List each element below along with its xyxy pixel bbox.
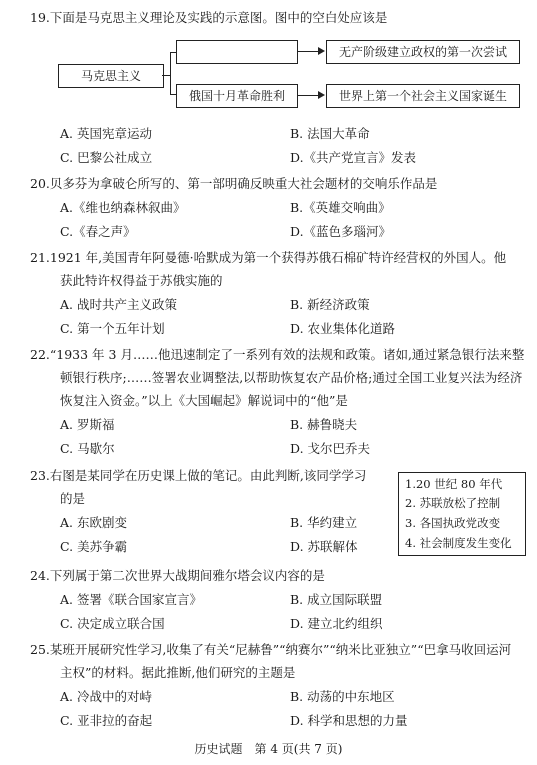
q19-connector bbox=[170, 52, 171, 94]
q23-note-1: 1.20 世纪 80 年代 bbox=[405, 477, 503, 491]
q19-box-socialist-state: 世界上第一个社会主义国家诞生 bbox=[326, 84, 520, 108]
q24-option-c: C. 决定成立联合国 bbox=[60, 616, 165, 631]
q19-stem: 19.下面是马克思主义理论及实践的示意图。图中的空白处应该是 bbox=[30, 10, 388, 25]
q23-stem-line-2: 的是 bbox=[60, 491, 86, 506]
q19-arrow-line-bottom bbox=[297, 95, 319, 96]
q24-option-d: D. 建立北约组织 bbox=[290, 616, 383, 631]
q23-note-4: 4. 社会制度发生变化 bbox=[405, 536, 512, 550]
q23-option-c: C. 美苏争霸 bbox=[60, 539, 128, 554]
q19-arrow-line-top bbox=[297, 51, 319, 52]
q19-option-c: C. 巴黎公社成立 bbox=[60, 150, 153, 165]
q22-option-c: C. 马歇尔 bbox=[60, 441, 115, 456]
q22-stem-line-1: 22.“1933 年 3 月……他迅速制定了一系列有效的法规和政策。诸如,通过紧急银行法来整 bbox=[30, 347, 525, 362]
q23-option-a: A. 东欧剧变 bbox=[60, 515, 127, 530]
q20-option-a: A.《维也纳森林叙曲》 bbox=[60, 200, 186, 215]
q19-option-d: D.《共产党宣言》发表 bbox=[290, 150, 417, 165]
q19-arrow-bottom bbox=[318, 91, 325, 99]
q21-option-b: B. 新经济政策 bbox=[290, 297, 370, 312]
q19-option-b: B. 法国大革命 bbox=[290, 126, 370, 141]
q23-note-2: 2. 苏联放松了控制 bbox=[405, 496, 501, 510]
q21-option-c: C. 第一个五年计划 bbox=[60, 321, 165, 336]
q19-option-a: A. 英国宪章运动 bbox=[60, 126, 152, 141]
q22-option-a: A. 罗斯福 bbox=[60, 417, 115, 432]
q23-notes-box bbox=[398, 472, 526, 556]
q21-stem-line-1: 21.1921 年,美国青年阿曼德·哈默成为第一个获得苏俄石棉矿特许经营权的外国人。他 bbox=[30, 250, 507, 265]
q22-stem-line-3: 恢复注入资金。”以上《大国崛起》解说词中的“他”是 bbox=[60, 393, 348, 408]
q24-option-a: A. 签署《联合国家宣言》 bbox=[60, 592, 202, 607]
q24-stem: 24.下列属于第二次世界大战期间雅尔塔会议内容的是 bbox=[30, 568, 325, 583]
q25-option-c: C. 亚非拉的奋起 bbox=[60, 713, 153, 728]
q19-connector-stub bbox=[162, 75, 170, 76]
q19-box-marxism: 马克思主义 bbox=[58, 64, 164, 88]
q23-option-b: B. 华约建立 bbox=[290, 515, 358, 530]
q22-option-d: D. 戈尔巴乔夫 bbox=[290, 441, 371, 456]
q19-box-blank bbox=[176, 40, 298, 64]
page-footer: 历史试题 第 4 页(共 7 页) bbox=[194, 742, 343, 756]
q22-option-b: B. 赫鲁晓夫 bbox=[290, 417, 358, 432]
q23-note-3: 3. 各国执政党改变 bbox=[405, 516, 501, 530]
q20-option-b: B.《英雄交响曲》 bbox=[290, 200, 391, 215]
q20-option-c: C.《春之声》 bbox=[60, 224, 136, 239]
q23-option-d: D. 苏联解体 bbox=[290, 539, 358, 554]
q19-box-commune-result: 无产阶级建立政权的第一次尝试 bbox=[326, 40, 520, 64]
q19-box-october: 俄国十月革命胜利 bbox=[176, 84, 298, 108]
q21-option-a: A. 战时共产主义政策 bbox=[60, 297, 177, 312]
q25-option-d: D. 科学和思想的力量 bbox=[290, 713, 408, 728]
q21-stem-line-2: 获此特许权得益于苏俄实施的 bbox=[60, 273, 223, 288]
q22-stem-line-2: 顿银行秩序;……签署农业调整法,以帮助恢复农产品价格;通过全国工业复兴法为经济 bbox=[60, 370, 523, 385]
q25-option-a: A. 冷战中的对峙 bbox=[60, 689, 152, 704]
q23-stem-line-1: 23.右图是某同学在历史课上做的笔记。由此判断,该同学学习 bbox=[30, 468, 367, 483]
q19-arrow-top bbox=[318, 47, 325, 55]
q20-stem: 20.贝多芬为拿破仑所写的、第一部明确反映重大社会题材的交响乐作品是 bbox=[30, 176, 438, 191]
q25-option-b: B. 动荡的中东地区 bbox=[290, 689, 395, 704]
q25-stem-line-1: 25.某班开展研究性学习,收集了有关“尼赫鲁”“纳赛尔”“纳米比亚独立”“巴拿马收回运河 bbox=[30, 642, 512, 657]
q20-option-d: D.《蓝色多瑙河》 bbox=[290, 224, 392, 239]
q21-option-d: D. 农业集体化道路 bbox=[290, 321, 396, 336]
q25-stem-line-2: 主权”的材料。据此推断,他们研究的主题是 bbox=[60, 665, 296, 680]
q24-option-b: B. 成立国际联盟 bbox=[290, 592, 383, 607]
